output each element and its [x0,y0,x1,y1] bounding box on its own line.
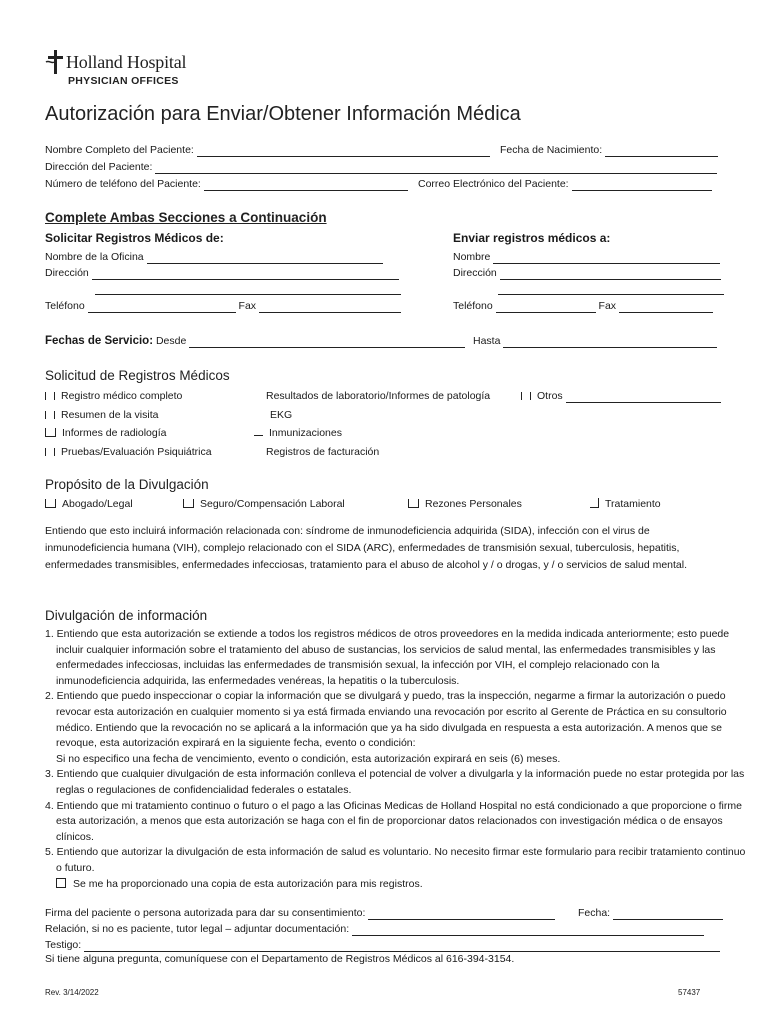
records-option-psychiatric[interactable]: Pruebas/Evaluación Psiquiátrica [45,445,212,459]
send-address-field[interactable] [500,268,721,280]
disclosure-item-3: 3. Entiendo que cualquier divulgación de esta información conlleva el potencial de volver a divulgarla y la información puede no estar protegida por las reglas o regulaciones de confidencialidad federales o estatales. [45,768,745,796]
records-request-heading: Solicitud de Registros Médicos [45,368,230,383]
records-option-summary[interactable]: Resumen de la visita [45,408,158,422]
patient-phone-field[interactable] [204,179,408,191]
request-phone-field[interactable] [88,301,236,313]
send-phone-row [453,299,713,313]
request-office-row [45,250,383,264]
checkbox[interactable] [254,435,263,436]
witness-label: Testigo: [45,939,82,951]
send-address-row [453,266,721,280]
patient-phone-row [45,177,408,191]
signature-row [45,906,555,920]
send-to-heading: Enviar registros médicos a: [453,231,611,245]
purpose-option-personal[interactable]: Rezones Personales [408,497,522,511]
dob-label: Fecha de Nacimiento: [500,144,603,156]
request-fax-field[interactable] [259,301,401,313]
checkbox[interactable] [408,499,419,508]
checkbox[interactable] [45,428,56,437]
patient-phone-label: Número de teléfono del Paciente: [45,178,201,190]
records-option-billing[interactable]: Registros de facturación [266,446,380,458]
checkbox[interactable] [521,392,531,400]
logo-name: Holland Hospital [66,52,187,72]
disclosure-heading: Divulgación de información [45,608,208,623]
patient-email-label: Correo Electrónico del Paciente: [418,178,569,190]
send-name-label: Nombre [453,251,491,263]
purpose-option-legal[interactable]: Abogado/Legal [45,497,133,511]
request-office-label: Nombre de la Oficina [45,251,144,263]
dob-row [500,143,718,157]
consent-text: Entiendo que esto incluirá información relacionada con: síndrome de inmunodeficiencia adquirida (SIDA), infección con el virus de inmunodeficiencia humana (VIH), complejo relacionado con el SIDA (ARC), enfermedades de transmisión sexual, tuberculosis, hepatitis, enfermedades transmisibles, enfermedades infecciosas, tratamiento para el abuso de alcohol y / o drogas, y / o servicios de salud mental. [45,525,688,571]
signature-date-row [578,906,723,920]
disclosure-item-4: 4. Entiendo que mi tratamiento continuo o futuro o el pago a las Oficinas Medicas de Holland Hospital no está condicionado a que proporcione o firme esta autorización, a menos que esta autorización se haga con el fin de proporcionar datos relacionados con investigación médica o de ensayos clínicos. [45,799,742,843]
copy-received-row[interactable] [45,877,746,893]
send-name-field[interactable] [493,252,720,264]
patient-name-label: Nombre Completo del Paciente: [45,144,194,156]
form-code: 57437 [678,988,701,997]
request-address-row [45,266,399,280]
send-address-label: Dirección [453,267,497,279]
witness-field[interactable] [84,940,720,952]
service-to-field[interactable] [503,336,717,348]
request-office-field[interactable] [147,252,383,264]
disclosure-item-1: 1. Entiendo que esta autorización se extiende a todos los registros médicos de otros proveedores en la medida indicada anteriormente; esto puede incluir cualquier información sobre el tratamiento del abuso de sustancias, los servicios de salud mental, las enfermedades transmisibles y las enfermedades infecciosas, incluidas las enfermedades de transmisión sexual, la infección por VIH, el complejo relacionado con la inmunodeficiencia adquirida, las enfermedades venéreas, la hepatitis o la tuberculosis. [45,628,730,687]
page-title: Autorización para Enviar/Obtener Información Médica [45,103,521,125]
service-to-label: Hasta [473,335,501,347]
records-option-other[interactable]: Otros [521,389,721,403]
purpose-option-treatment[interactable]: Tratamiento [590,497,661,511]
signature-field[interactable] [368,908,555,920]
checkbox[interactable] [45,411,55,419]
request-address-label: Dirección [45,267,89,279]
witness-row [45,938,720,952]
service-from-field[interactable] [189,336,465,348]
questions-text: Si tiene alguna pregunta, comuníquese con el Departamento de Registros Médicos al 616-394-3154. [45,953,515,965]
patient-name-field[interactable] [197,145,490,157]
request-phone-label: Teléfono [45,300,85,312]
checkbox[interactable] [45,392,55,400]
checkbox[interactable] [183,499,194,508]
request-from-heading: Solicitar Registros Médicos de: [45,231,224,245]
disclosure-item-2: 2. Entiendo que puedo inspeccionar o copiar la información que se divulgará y puedo, tras la inspección, negarme a firmar la autorización o puedo revocar esta autorización en cualquier momento si ya está firmada enviando una revocación por escrito al Gerente de Práctica en su consultorio médico. Entiendo que la revocación no se aplicará a la información que ya ha sido divulgada en respuesta a esta autorización. A menos que se revoque, esta autorización expirará en la siguiente fecha, evento o condición: [45,690,727,750]
send-phone-label: Teléfono [453,300,493,312]
logo [44,48,224,92]
service-dates-row [45,334,465,348]
records-option-immunizations[interactable]: Inmunizaciones [254,426,342,440]
send-name-row [453,250,720,264]
records-other-field[interactable] [566,391,721,403]
purpose-option-insurance[interactable]: Seguro/Compensación Laboral [183,497,345,511]
records-option-ekg[interactable]: EKG [270,409,293,421]
checkbox[interactable] [45,499,56,508]
relation-row [45,922,704,936]
service-dates-label: Fechas de Servicio: [45,335,154,347]
patient-email-row [418,177,712,191]
records-option-complete[interactable]: Registro médico completo [45,389,182,403]
patient-address-label: Dirección del Paciente: [45,161,153,173]
hospital-cross-icon [44,48,66,76]
checkbox[interactable] [590,498,599,508]
service-to-row [473,334,717,348]
records-option-lab[interactable]: Resultados de laboratorio/Informes de patología [266,390,491,402]
disclosure-item-5: 5. Entiendo que autorizar la divulgación de esta información de salud es voluntario. No necesito firmar este formulario para recibir tratamiento continuo o futuro. [45,846,746,874]
sections-heading: Complete Ambas Secciones a Continuación [45,210,327,225]
service-from-label: Desde [155,335,187,347]
copy-received-label: Se me ha proporcionado una copia de esta autorización para mis registros. [73,877,423,890]
logo-subtitle: PHYSICIAN OFFICES [68,75,179,87]
disclosure-list [45,627,746,892]
relation-label: Relación, si no es paciente, tutor legal – adjuntar documentación: [45,923,350,935]
request-fax-label: Fax [238,300,257,312]
send-address-line2[interactable] [498,283,724,295]
patient-email-field[interactable] [572,179,712,191]
signature-date-field[interactable] [613,908,723,920]
records-option-radiology[interactable]: Informes de radiología [45,426,166,440]
relation-field[interactable] [352,924,704,936]
request-address-field[interactable] [92,268,399,280]
signature-label: Firma del paciente o persona autorizada para dar su consentimiento: [45,907,366,919]
send-phone-field[interactable] [496,301,596,313]
patient-address-field[interactable] [155,162,717,174]
dob-field[interactable] [605,145,718,157]
disclosure-item-2-default: Si no especifico una fecha de vencimiento, evento o condición, esta autorización expirará en seis (6) meses. [56,752,561,765]
signature-date-label: Fecha: [578,907,611,919]
request-phone-row [45,299,401,313]
revision-date: Rev. 3/14/2022 [45,988,99,997]
purpose-heading: Propósito de la Divulgación [45,477,209,492]
request-address-line2[interactable] [95,283,401,295]
patient-address-row [45,160,717,174]
checkbox[interactable] [56,878,66,888]
patient-name-row [45,143,490,157]
send-fax-field[interactable] [619,301,713,313]
checkbox[interactable] [45,448,55,456]
send-fax-label: Fax [598,300,617,312]
